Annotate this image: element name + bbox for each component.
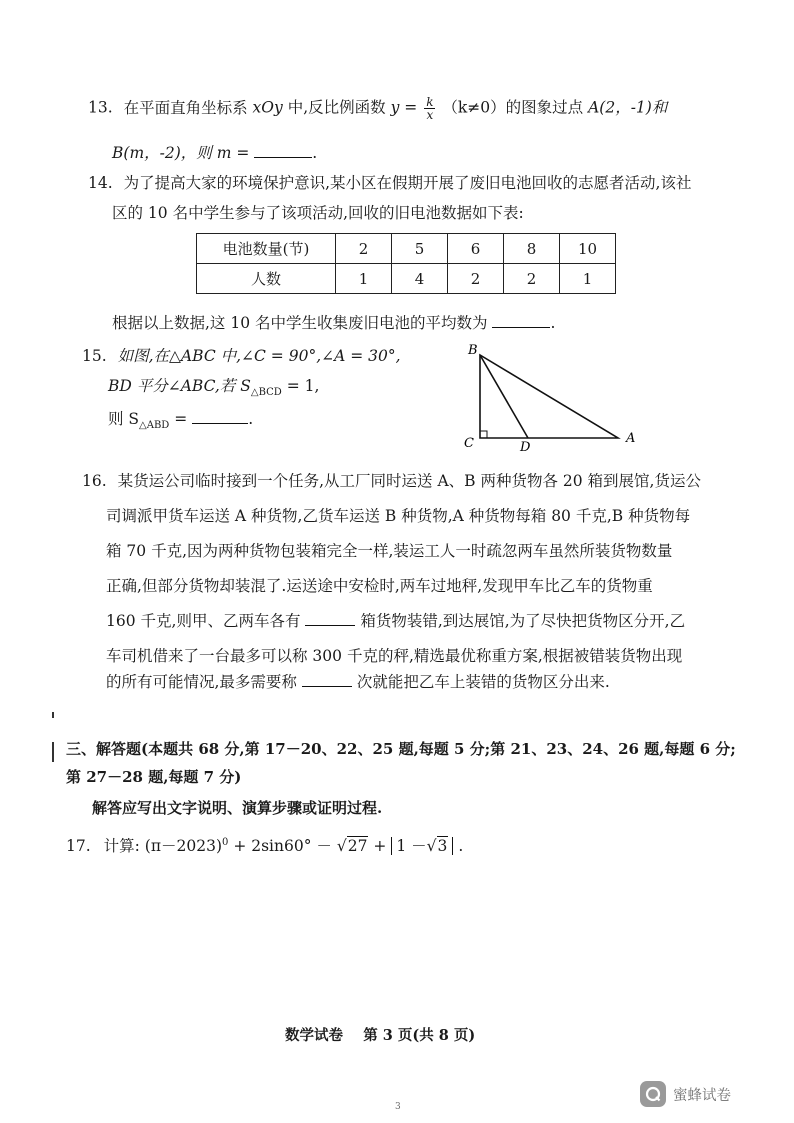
q15-line3 (108, 408, 253, 437)
margin-mark (52, 712, 54, 718)
period: . (312, 144, 318, 162)
q16-line6 (106, 645, 682, 667)
footer-text: 数学试卷 第 3 页(共 8 页) (285, 1027, 476, 1044)
q16-line5 (106, 610, 685, 632)
period: . (458, 837, 464, 856)
q16-line7 (106, 671, 610, 693)
label-d: D (520, 440, 531, 455)
q14-line1 (88, 172, 691, 194)
q17-line (66, 832, 463, 857)
q16-text: 某货运公司临时接到一个任务,从工厂同时运送 A、B 两种货物各 20 箱到展馆,货运公 (117, 472, 701, 490)
triangle-figure (458, 340, 648, 455)
q17-prefix: 计算: (103, 837, 140, 856)
section3-heading-line1 (66, 738, 736, 760)
q15-line2 (108, 375, 319, 404)
q14-text: 根据以上数据,这 10 名中学生收集废旧电池的平均数为 (112, 314, 488, 332)
instruction-text: 解答应写出文字说明、演算步骤或证明过程. (92, 799, 383, 817)
q16-text: 箱 70 千克,因为两种货物包装箱完全一样,装运工人一时疏忽两车虽然所装货物数量 (106, 542, 673, 560)
q13-var-y: y = (390, 98, 418, 117)
page-number: 3 (395, 1102, 401, 1112)
q15-text: = 1, (286, 377, 320, 395)
q14-text: 为了提高大家的环境保护意识,某小区在假期开展了废旧电池回收的志愿者活动,该社 (123, 174, 692, 192)
q13-var-xoy: xOy (252, 98, 283, 117)
q16-line3 (106, 540, 672, 562)
q16-line4 (106, 575, 653, 597)
sqrt-symbol: √ (426, 837, 437, 856)
q14-line2 (112, 202, 524, 224)
section3-instruction (92, 797, 382, 819)
period: . (550, 314, 556, 332)
subscript: △ABD (139, 420, 170, 432)
q14-text: 区的 10 名中学生参与了该项活动,回收的旧电池数据如下表: (112, 204, 524, 222)
answer-blank[interactable] (192, 409, 248, 424)
q17-part1: (π－2023) (144, 837, 222, 856)
label-a: A (626, 431, 636, 446)
table-row (197, 234, 616, 264)
answer-blank[interactable] (302, 672, 352, 687)
page-footer (285, 1024, 475, 1045)
q13-text-e: （k≠0）的图象过点 (442, 98, 584, 117)
table-header-cell: 人数 (197, 264, 336, 294)
q15-text: = (174, 410, 188, 428)
question-number: 14. (88, 174, 113, 192)
question-number: 17. (66, 837, 91, 856)
answer-blank[interactable] (492, 313, 550, 328)
q13-text-a: 在平面直角坐标系 (123, 98, 248, 117)
watermark (640, 1081, 731, 1107)
table-cell: 2 (336, 234, 392, 264)
q15-line1 (82, 345, 401, 367)
section-heading: 第 27－28 题,每题 7 分) (66, 768, 242, 786)
q13-text-c: 中,反比例函数 (287, 98, 386, 117)
sqrt-symbol: √ (336, 837, 347, 856)
q15-text: 如图,在△ABC 中,∠C = 90°,∠A = 30°, (117, 347, 401, 365)
q13-point-b: B(m，-2)，则 m = (112, 144, 250, 162)
bee-logo-icon (640, 1081, 666, 1107)
exponent: 0 (222, 837, 229, 848)
q16-line1 (82, 470, 701, 492)
q16-text: 司调派甲货车运送 A 种货物,乙货车运送 B 种货物,A 种货物每箱 80 千克,B 种货物每 (106, 507, 691, 525)
margin-mark (52, 742, 54, 762)
q16-line2 (106, 505, 690, 527)
section-heading: 三、解答题(本题共 68 分,第 17－20、22、25 题,每题 5 分;第 21、23、24、26 题,每题 6 分; (66, 740, 736, 758)
table-cell: 4 (392, 264, 448, 294)
q16-text: 正确,但部分货物却装混了.运送途中安检时,两车过地秤,发现甲车比乙车的货物重 (106, 577, 653, 595)
q13-line2 (112, 142, 317, 164)
q16-text: 车司机借来了一台最多可以称 300 千克的秤,精选最优称重方案,根据被错装货物出现 (106, 647, 683, 665)
q13-point-a: A(2，-1)和 (588, 98, 668, 117)
table-header-cell: 电池数量(节) (197, 234, 336, 264)
table-cell: 5 (392, 234, 448, 264)
question-number: 13. (88, 98, 113, 117)
q15-text: 则 S (108, 410, 140, 428)
sqrt-27: 27 (347, 837, 368, 856)
answer-blank[interactable] (254, 143, 312, 158)
q16-text: 箱货物装错,到达展馆,为了尽快把货物区分开,乙 (360, 612, 686, 630)
triangle-abc (480, 355, 618, 438)
question-number: 15. (82, 347, 107, 365)
absolute-value (391, 837, 453, 855)
table-cell: 8 (504, 234, 560, 264)
table-cell: 6 (448, 234, 504, 264)
q13-line1 (88, 96, 667, 121)
table-cell: 10 (560, 234, 616, 264)
battery-data-table (196, 233, 616, 294)
watermark-text: 蜜蜂试卷 (673, 1087, 731, 1104)
q16-text: 的所有可能情况,最多需要称 (106, 673, 297, 691)
answer-blank[interactable] (305, 611, 355, 626)
plus-sign: + (373, 837, 387, 856)
table-cell: 1 (560, 264, 616, 294)
q16-text: 次就能把乙车上装错的货物区分出来. (356, 673, 610, 691)
label-b: B (468, 343, 478, 358)
q17-part2: + 2sin60° － (233, 837, 332, 856)
sqrt-3: 3 (437, 837, 448, 856)
label-c: C (464, 436, 474, 451)
section3-heading-line2 (66, 766, 241, 788)
table-cell: 2 (504, 264, 560, 294)
period: . (248, 410, 254, 428)
q16-text: 160 千克,则甲、乙两车各有 (106, 612, 301, 630)
table-cell: 1 (336, 264, 392, 294)
table-cell: 2 (448, 264, 504, 294)
abs-content: 1 － (396, 837, 427, 856)
q15-text: BD 平分∠ABC,若 S (108, 377, 251, 395)
bisector-bd (480, 355, 528, 438)
q14-line3 (112, 312, 555, 334)
fraction-k-over-x: $\frac{k}{x}$ (426, 95, 434, 122)
table-row (197, 264, 616, 294)
subscript: △BCD (250, 387, 282, 399)
right-angle-mark (480, 431, 487, 438)
question-number: 16. (82, 472, 107, 490)
